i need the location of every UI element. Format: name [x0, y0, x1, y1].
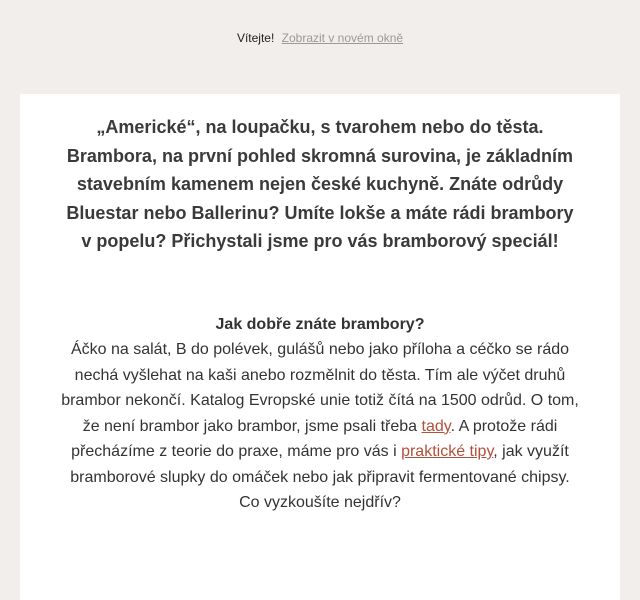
welcome-text: Vítejte!: [236, 31, 275, 45]
section-text-part-2: . A protože rádi přecházíme z teorie do praxe, máme pro vás i: [71, 417, 558, 460]
section-heading: Jak dobře znáte brambory?: [215, 316, 425, 333]
intro-paragraph: „Americké“, na loupačku, s tvarohem nebo do těsta. Brambora, na první pohled skromná surovina, je základním stavebním kamenem nejen české kuchyně. Znáte odrůdy Bluestar nebo Ballerinu? Umíte lokše a máte rádi brambory v popelu? Přichystali jsme pro vás bramborový speciál!: [66, 117, 574, 251]
preheader-bar: [0, 0, 640, 76]
view-in-browser-link[interactable]: Zobrazit v novém okně: [281, 31, 404, 45]
section-text-part-3: , jak využít bramborové slupky do omáček nebo jak připravit fermentované chipsy. Co vyzkoušíte nejdřív?: [70, 443, 570, 511]
practical-tips-link[interactable]: praktické tipy: [401, 443, 494, 460]
section-text-part-1: Áčko na salát, B do polévek, gulášů nebo jako příloha a céčko se rádo nechá vyšlehat na kaši anebo rozmělnit do těsta. Tím ale výčet druhů brambor nekončí. Katalog Evropské unie totiž čítá na 1500 odrůd. O tom, že není brambor jako brambor, jsme psali třeba: [61, 341, 579, 435]
tady-link[interactable]: tady: [421, 417, 451, 435]
section-paragraph: [60, 337, 580, 516]
